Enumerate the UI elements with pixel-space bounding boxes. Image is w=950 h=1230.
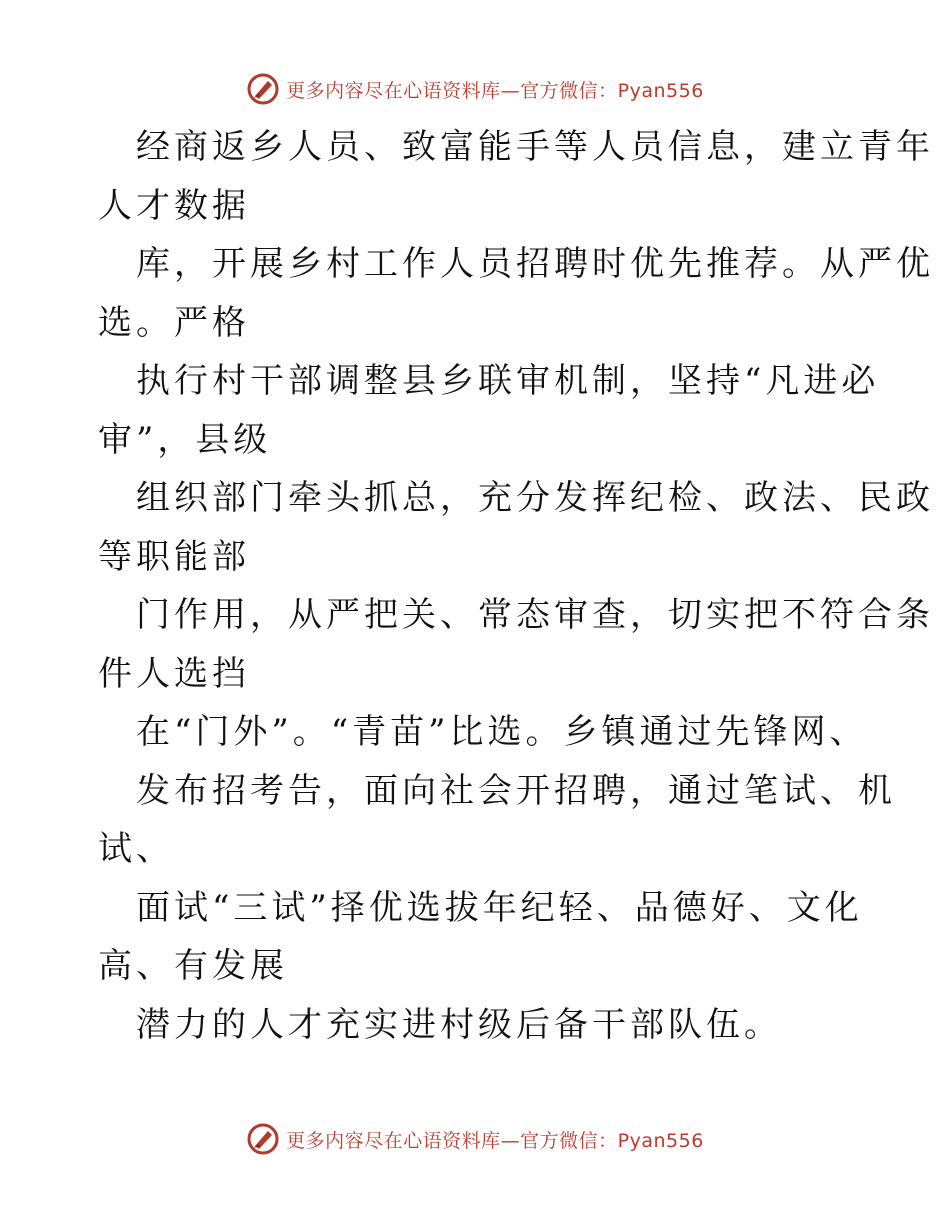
text-line: 库，开展乡村工作人员招聘时优先推荐。从严优 [136,244,934,284]
footer-banner [0,1122,950,1156]
text-line: 试、 [98,829,174,869]
logo-icon [246,1122,280,1156]
text-line: 选。严格 [98,302,250,343]
text-line: 门作用，从严把关、常态审查，切实把不符合条 [136,595,934,635]
text-line: 件人选挡 [98,653,250,694]
text-line: 执行村干部调整县乡联审机制，坚持“凡进必 [136,361,880,401]
footer-banner-text: 更多内容尽在心语资料库—官方微信：Pyan556 [286,1129,704,1152]
text-line: 发布招考告，面向社会开招聘，通过笔试、机 [136,770,896,811]
text-line: 人才数据 [98,185,250,226]
text-line: 经商返乡人员、致富能手等人员信息，建立青年 [136,127,934,167]
text-line: 潜力的人才充实进村级后备干部队伍。 [136,1004,782,1045]
header-banner-text: 更多内容尽在心语资料库—官方微信：Pyan556 [286,79,704,102]
text-line: 面试“三试”择优选拔年纪轻、品德好、文化 [136,887,863,928]
document-body [98,118,934,1054]
text-line: 高、有发展 [98,946,288,986]
text-line: 组织部门牵头抓总，充分发挥纪检、政法、民政 [136,478,934,518]
logo-icon [246,72,280,106]
text-line: 等职能部 [98,536,250,577]
text-line: 审”，县级 [98,419,272,460]
text-line: 在“门外”。“青苗”比选。乡镇通过先锋网、 [136,712,868,752]
header-banner [0,72,950,106]
